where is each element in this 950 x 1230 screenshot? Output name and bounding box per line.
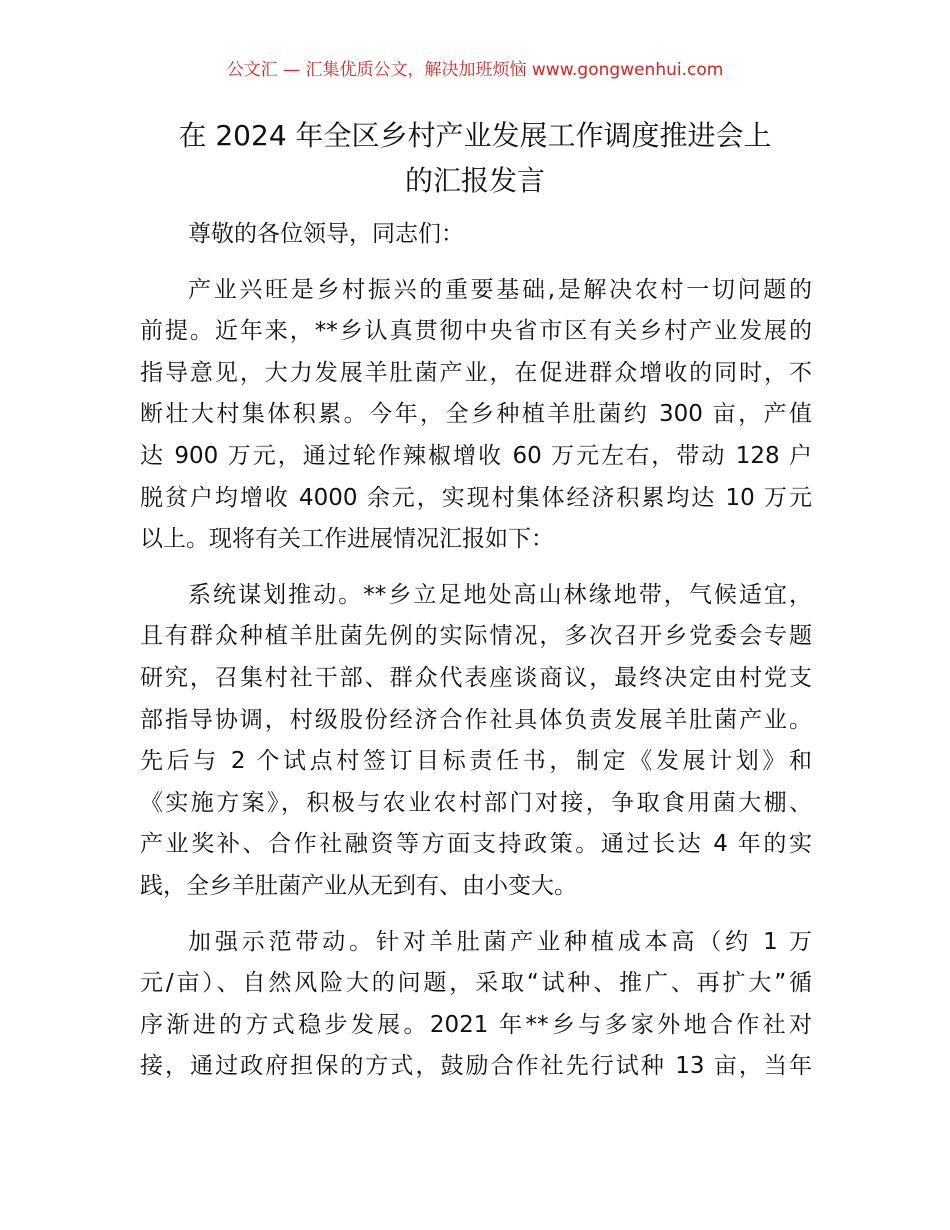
- text-line: 断壮大村集体积累。今年，全乡种植羊肚菌约 300 亩，产值: [140, 401, 812, 428]
- text-line: 达 900 万元，通过轮作辣椒增收 60 万元左右，带动 128 户: [140, 442, 812, 469]
- text-line: 指导意见，大力发展羊肚菌产业，在促进群众增收的同时，不: [140, 359, 812, 386]
- text-line: 产业兴旺是乡村振兴的重要基础,是解决农村一切问题的: [188, 276, 812, 303]
- text-line: 以上。现将有关工作进展情况汇报如下：: [140, 526, 554, 553]
- text-line: 部指导协调，村级股份经济合作社具体负责发展羊肚菌产业。: [140, 706, 812, 733]
- text-line: 接，通过政府担保的方式，鼓励合作社先行试种 13 亩，当年: [140, 1053, 812, 1080]
- text-line: 前提。近年来，**乡认真贯彻中央省市区有关乡村产业发展的: [140, 318, 812, 345]
- text-line: 尊敬的各位领导，同志们：: [188, 221, 464, 247]
- watermark-header: 公文汇 — 汇集优质公文，解决加班烦恼 www.gongwenhui.com: [226, 60, 724, 80]
- text-line: 践，全乡羊肚菌产业从无到有、由小变大。: [140, 872, 577, 899]
- title-line: 的汇报发言: [404, 164, 545, 197]
- text-line: 加强示范带动。针对羊肚菌产业种植成本高（约 1 万: [188, 928, 812, 955]
- text-line: 先后与 2 个试点村签订目标责任书，制定《发展计划》和: [140, 748, 812, 775]
- text-line: 产业奖补、合作社融资等方面支持政策。通过长达 4 年的实: [140, 831, 812, 858]
- paragraph-planning: [140, 575, 812, 908]
- text-line: 元/亩）、自然风险大的问题，采取“试种、推广、再扩大”循: [140, 970, 812, 997]
- paragraph-intro: [140, 270, 812, 561]
- text-line: 且有群众种植羊肚菌先例的实际情况，多次召开乡党委会专题: [140, 623, 812, 650]
- text-line: 研究，召集村社干部、群众代表座谈商议，最终决定由村党支: [140, 664, 812, 691]
- document-body: [140, 214, 812, 1102]
- text-line: 《实施方案》，积极与农业农村部门对接，争取食用菌大棚、: [140, 789, 812, 816]
- text-line: 序渐进的方式稳步发展。2021 年**乡与多家外地合作社对: [140, 1011, 812, 1038]
- document-title: [120, 113, 830, 203]
- paragraph-demonstration: [140, 922, 812, 1088]
- text-line: 系统谋划推动。**乡立足地处高山林缘地带，气候适宜，: [188, 581, 812, 608]
- text-line: 脱贫户均增收 4000 余元，实现村集体经济积累均达 10 万元: [140, 484, 812, 511]
- salutation: [140, 214, 812, 256]
- title-line: 在 2024 年全区乡村产业发展工作调度推进会上: [178, 119, 772, 152]
